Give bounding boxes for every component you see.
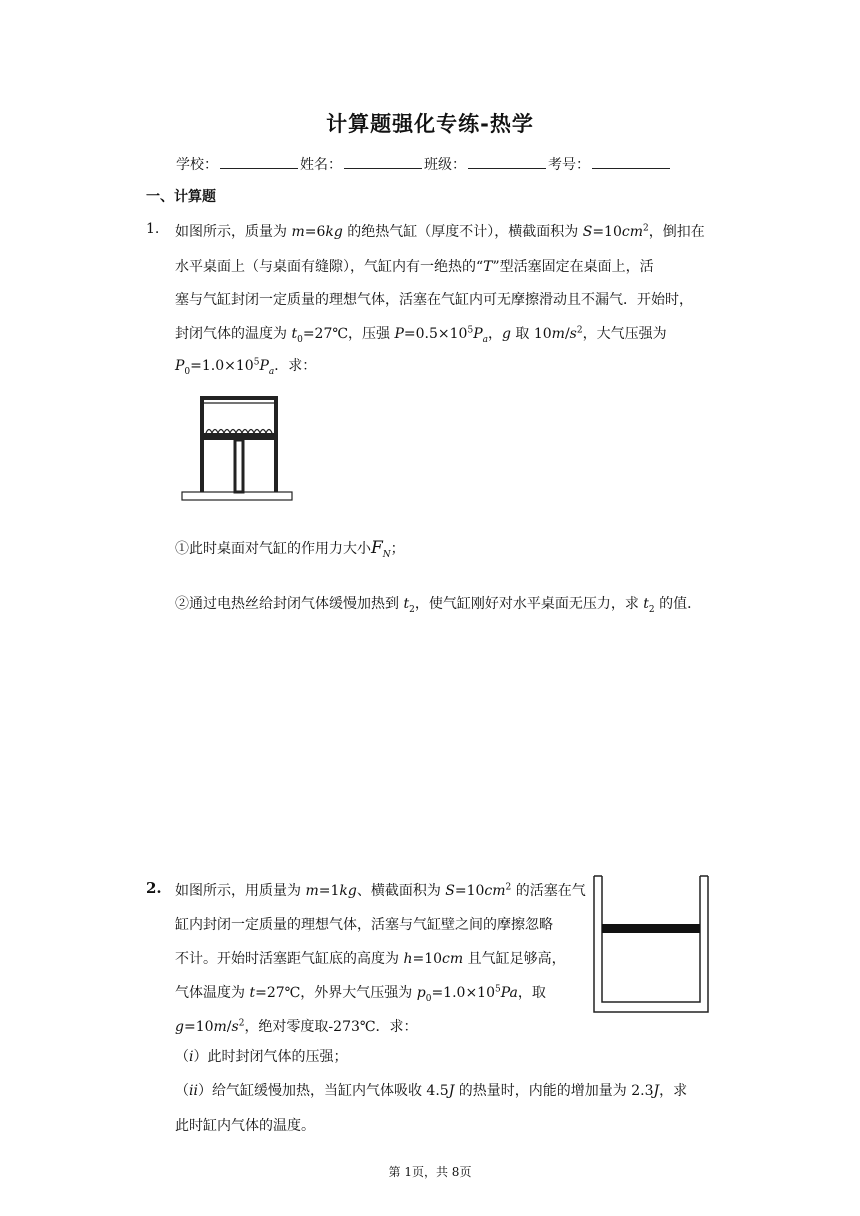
q1-line-2: 水平桌面上（与桌面有缝隙），气缸内有一绝热的“T”型活塞固定在桌面上，活: [175, 259, 654, 275]
q2-cylinder-figure: [590, 874, 714, 1016]
q1-sub-2: ②通过电热丝给封闭气体缓慢加热到 $t_2$，使气缸刚好对水平桌面无压力，求 $t_2$ 的值．: [175, 596, 702, 615]
q2-line-3: 不计。开始时活塞距气缸底的高度为 h=10cm 且气缸足够高，: [175, 951, 566, 967]
name-label: 姓名：: [300, 157, 342, 173]
school-blank[interactable]: [220, 156, 298, 169]
q1-piston-rod: [235, 440, 243, 492]
q2-line-2: 缸内封闭一定质量的理想气体，活塞与气缸壁之间的摩擦忽略: [175, 917, 553, 933]
q1-heating-wire: [206, 430, 272, 434]
q2-sub-2: （ii）给气缸缓慢加热，当缸内气体吸收 4.5J 的热量时，内能的增加量为 2.3J，求: [175, 1083, 688, 1099]
q1-number: 1.: [146, 221, 160, 237]
section-heading: 一、计算题: [146, 189, 216, 205]
q2-line-4: 气体温度为 t=27℃，外界大气压强为 $p_0=1.0\times 10^5Pa$，取: [175, 984, 546, 1004]
page-footer: 第 1页，共 8页: [388, 1165, 472, 1179]
q1-line-4: 封闭气体的温度为 $t_0=27℃$，压强 $P=0.5\times 10^5P_a$，g 取 $10m/s^2$，大气压强为: [175, 325, 667, 345]
exam-no-blank[interactable]: [592, 156, 670, 169]
q2-cylinder-outer: [594, 876, 708, 1012]
q1-line-1: 如图所示，质量为 m=6kg 的绝热气缸（厚度不计），横截面积为 $S=10cm^2$，倒扣在: [175, 223, 705, 240]
q2-line-5: $g=10m/s^2$，绝对零度取-273℃．求：: [175, 1018, 418, 1035]
exam-no-label: 考号：: [548, 157, 590, 173]
q2-sub-1: （i）此时封闭气体的压强；: [175, 1049, 348, 1065]
class-label: 班级：: [424, 157, 466, 173]
student-info-line: [176, 154, 672, 174]
q2-line-1: 如图所示，用质量为 m=1kg、横截面积为 $S=10cm^2$ 的活塞在气: [175, 882, 586, 899]
q2-piston: [602, 924, 700, 933]
q1-cylinder-figure: [180, 393, 296, 505]
name-blank[interactable]: [344, 156, 422, 169]
q2-sub-3: 此时缸内气体的温度。: [175, 1118, 315, 1134]
page-title: 计算题强化专练-热学: [326, 112, 534, 136]
q2-cylinder-inner: [602, 876, 700, 1002]
q1-sub-1: ①此时桌面对气缸的作用力大小$F_N$；: [175, 538, 405, 560]
school-label: 学校：: [176, 157, 218, 173]
class-blank[interactable]: [468, 156, 546, 169]
q2-number: 2.: [146, 879, 162, 897]
q1-line-5: $P_0=1.0\times 10^5P_a$．求：: [175, 357, 317, 377]
q1-line-3: 塞与气缸封闭一定质量的理想气体，活塞在气缸内可无摩擦滑动且不漏气．开始时，: [175, 292, 693, 308]
